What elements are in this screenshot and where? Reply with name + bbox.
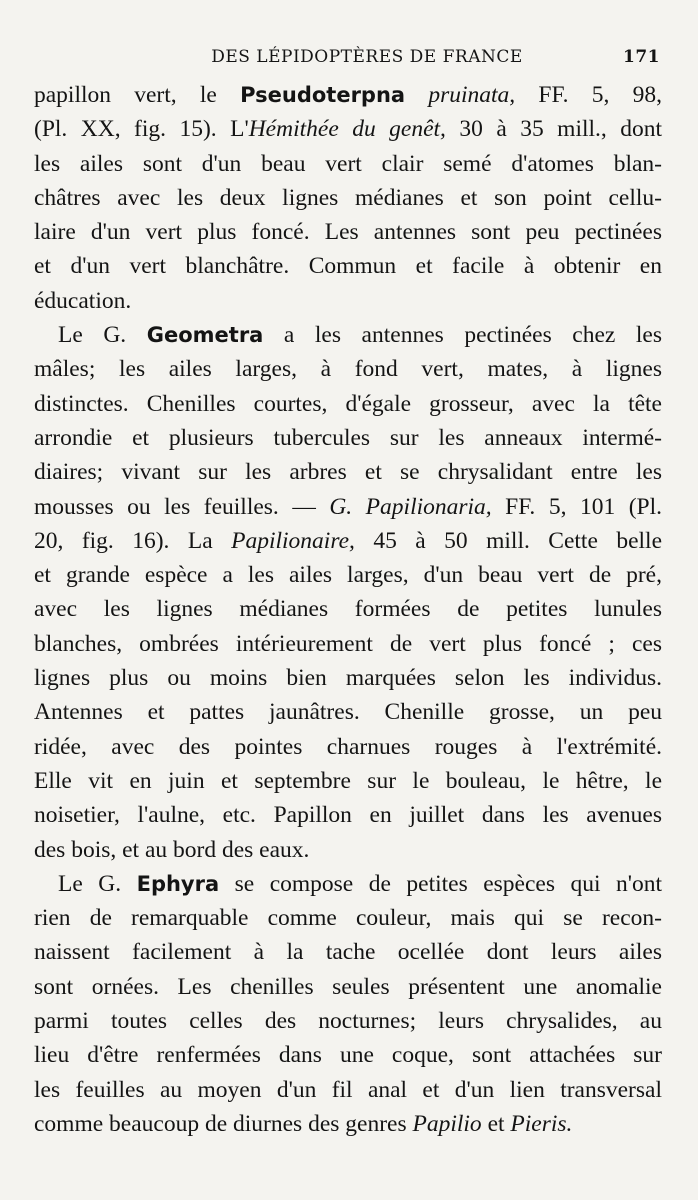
text-run: naissent facilement à la tache ocellée dont leurs ailes [34,939,662,966]
text-line [34,627,662,661]
text-run: blanches, ombrées intérieurement de vert plus foncé ; ces [34,630,662,657]
text-line [34,181,662,215]
text-run: a les antennes pectinées chez les [263,322,662,349]
text-run: châtres avec les deux lignes médianes et son point cellu- [34,184,662,211]
text-run: rien de remarquable comme couleur, mais qui se recon- [34,905,662,932]
italic-text: Hémithée du genêt, [248,116,446,143]
text-line [34,387,662,421]
text-line [34,524,662,558]
italic-text: Pieris. [510,1110,573,1137]
text-line [34,901,662,935]
text-run: papillon vert, le [34,82,241,108]
paragraph [34,867,662,1141]
text-run: et d'un vert blanchâtre. Commun et facile à obtenir en [34,253,662,280]
text-run: laire d'un vert plus foncé. Les antennes sont peu pectinées [34,219,662,246]
text-run: Le G. [58,322,147,349]
text-line [34,1004,662,1038]
body-text [34,78,662,1141]
text-line [34,455,662,489]
text-line [34,730,662,764]
text-run: lignes plus ou moins bien marquées selon les individus. [34,665,662,692]
text-line [34,661,662,695]
text-run: se compose de petites espèces qui n'ont [219,870,662,897]
text-line [34,970,662,1004]
text-run: comme beaucoup de diurnes des genres [34,1110,413,1137]
paragraph [34,318,662,867]
italic-text: Papilio [412,1110,482,1137]
text-line [34,558,662,592]
italic-text: pruinata, [428,82,516,108]
text-line [34,215,662,249]
text-run: distinctes. Chenilles courtes, d'égale grosseur, avec la tête [34,390,662,417]
italic-text: G. Papilionaria, [329,493,492,520]
genus-name: Pseudoterpna [240,83,406,107]
text-run [405,82,428,108]
text-run: (Pl. XX, fig. 15). L' [34,116,249,143]
text-run: sont ornées. Les chenilles seules présentent une anomalie [34,973,662,1000]
text-run: ridée, avec des pointes charnues rouges à l'extrémité. [34,733,662,760]
text-line [34,935,662,969]
text-line [34,592,662,626]
text-run: mousses ou les feuilles. — [34,493,330,520]
page-number: 171 [623,47,660,67]
text-run: et grande espèce a les ailes larges, d'un beau vert de pré, [34,562,662,589]
text-run: FF. 5, 101 (Pl. [491,493,662,520]
text-run: parmi toutes celles des nocturnes; leurs chrysalides, au [34,1008,662,1035]
text-run: diaires; vivant sur les arbres et se chrysalidant entre les [34,459,662,486]
genus-name: Ephyra [136,871,220,896]
paragraph [34,78,662,318]
text-run: Le G. [58,870,137,897]
text-run: arrondie et plusieurs tubercules sur les anneaux intermé- [34,424,662,451]
text-line [34,318,662,352]
text-line [34,249,662,283]
text-line [34,112,662,146]
text-line [34,147,662,181]
text-run: et [481,1110,511,1137]
genus-name: Geometra [146,323,264,348]
text-line [34,1038,662,1072]
text-run: les feuilles au moyen d'un fil anal et d'un lien transversal [34,1076,662,1103]
text-line [34,1107,662,1141]
text-run: mâles; les ailes larges, à fond vert, mates, à lignes [34,356,662,383]
text-line [34,833,662,867]
text-line [34,284,662,318]
running-header [34,47,660,75]
text-line [34,798,662,832]
text-run: des bois, et au bord des eaux. [34,836,310,863]
text-line [34,78,662,112]
text-run: 45 à 50 mill. Cette belle [354,527,662,554]
text-run: éducation. [34,287,132,314]
text-line [34,867,662,901]
text-line [34,1073,662,1107]
text-run: 20, fig. 16). La [34,527,232,554]
text-line [34,490,662,524]
text-line [34,352,662,386]
text-run: Antennes et pattes jaunâtres. Chenille grosse, un peu [34,699,662,726]
text-run: Elle vit en juin et septembre sur le bouleau, le hêtre, le [34,767,662,794]
text-run: lieu d'être renfermées dans une coque, sont attachées sur [34,1042,662,1069]
text-run: avec les lignes médianes formées de petites lunules [34,596,662,623]
text-run: FF. 5, 98, [515,82,663,108]
text-line [34,695,662,729]
text-line [34,421,662,455]
text-run: les ailes sont d'un beau vert clair semé d'atomes blan- [34,150,662,177]
running-title: DES LÉPIDOPTÈRES DE FRANCE [211,47,523,67]
text-run: 30 à 35 mill., dont [445,116,663,143]
italic-text: Papilionaire, [231,527,355,554]
text-run: noisetier, l'aulne, etc. Papillon en juillet dans les avenues [34,802,662,829]
text-line [34,764,662,798]
